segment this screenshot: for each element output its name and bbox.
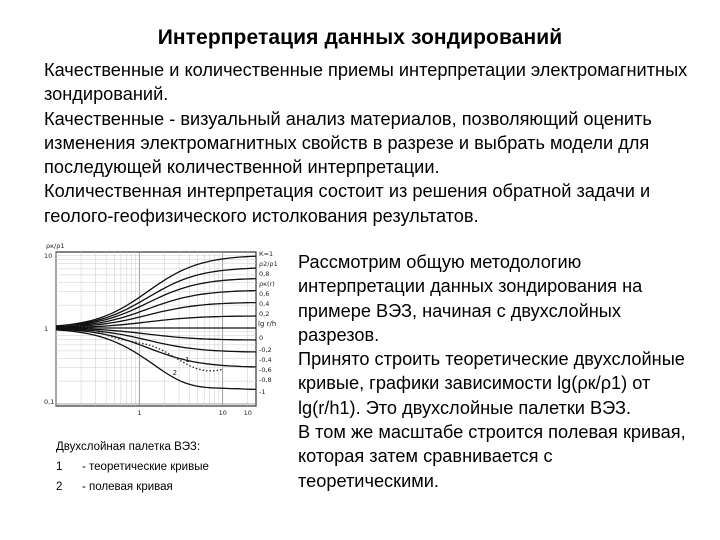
methodology-paragraph: Рассмотрим общую методологию интерпретации данных зондирования на примере ВЭЗ, начиная с двухслойных разрезов. [298, 252, 643, 345]
intro-paragraph: Качественные - визуальный анализ материалов, позволяющий оценить изменения электромагнитных свойств в разрезе и выбрать модели для последующей количественной интерпретации. [44, 108, 652, 178]
legend-item [56, 457, 266, 477]
legend-number: 2 [56, 481, 63, 493]
figure-caption [56, 437, 266, 497]
legend-item [56, 477, 266, 497]
ves-chart [44, 236, 280, 436]
right-curve-label: 0,8 [259, 270, 270, 278]
right-curve-label: 0,2 [259, 310, 270, 318]
page-title: Интерпретация данных зондирований [157, 26, 563, 49]
x-tick-label: 10 [243, 409, 252, 417]
methodology-paragraph: В том же масштабе строится полевая кривая, которая затем сравнивается с теоретическими. [298, 422, 686, 491]
legend-number: 1 [56, 461, 63, 473]
theoretical-curve [56, 268, 256, 326]
legend-text: - полевая кривая [82, 481, 173, 493]
y-tick-label: 1 [44, 325, 49, 333]
intro-paragraph: Количественная интерпретация состоит из решения обратной задачи и геолого-геофизического истолкования результатов. [44, 181, 651, 226]
right-curve-label: -0,4 [259, 356, 272, 364]
theoretical-curve [56, 329, 256, 352]
right-curve-label: -0,2 [259, 346, 272, 354]
curve-callout-label: 2 [172, 369, 178, 378]
methodology-text [298, 250, 698, 493]
x-tick-label: 1 [137, 409, 142, 417]
x-axis-label: lg r/h [258, 320, 277, 328]
caption-title: Двухслойная палетка ВЭЗ: [56, 441, 201, 453]
y-tick-label: 0,1 [44, 398, 55, 406]
right-curve-label: ρ2/ρ1 [259, 260, 278, 268]
y-axis-label: ρк/ρ1 [46, 242, 65, 250]
right-curve-label: -0,6 [259, 366, 272, 374]
right-curve-label: -0,8 [259, 376, 272, 384]
right-curve-label: 0,4 [259, 300, 270, 308]
right-curve-label: -1 [259, 388, 266, 396]
curve-callout-label: 1 [185, 356, 190, 365]
theoretical-curve [56, 256, 256, 326]
chart-curves [56, 256, 256, 389]
intro-text [44, 58, 694, 228]
right-curve-label: К=1 [259, 250, 274, 258]
x-tick-label: 10 [218, 409, 227, 417]
intro-paragraph: Качественные и количественные приемы интерпретации электромагнитных зондирований. [44, 60, 688, 105]
theoretical-curve [56, 330, 256, 390]
legend-text: - теоретические кривые [82, 461, 209, 473]
y-tick-label: 10 [44, 252, 53, 260]
right-curve-label: 0 [259, 334, 264, 342]
methodology-paragraph: Принято строить теоретические двухслойные кривые, графики зависимости lg(ρк/ρ1) от lg(r/h1). Это двухслойные палетки ВЭЗ. [298, 349, 685, 418]
right-curve-label: 0,6 [259, 290, 270, 298]
right-curve-label: ρк(r) [259, 280, 275, 288]
